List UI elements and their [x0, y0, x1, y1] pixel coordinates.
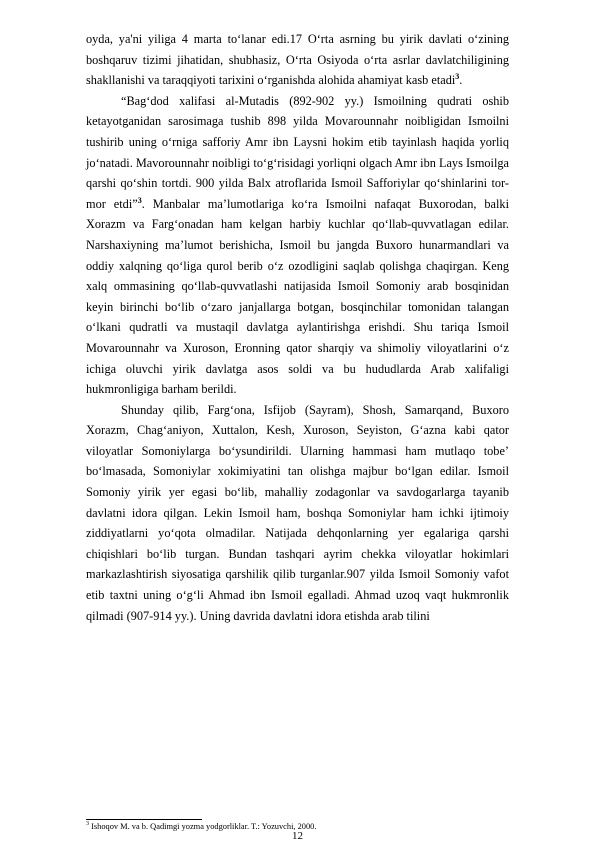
- paragraph-1: [86, 29, 509, 91]
- footnote-ref[interactable]: 3: [137, 195, 142, 205]
- document-body: [86, 29, 509, 626]
- paragraph-1-text: oyda, ya'ni yiliga 4 marta to‘lanar edi.17 O‘rta asrning bu yirik davlati o‘zining boshqaruv tizimi jihatidan, shubhasiz, O‘rta Osiyoda o‘rta asrlar davlatchiligining shakllanishi va taraqqiyoti tarixini o‘rganishda alohida ahamiyat kasb etadi: [86, 32, 509, 88]
- paragraph-3: [86, 400, 509, 627]
- paragraph-2-end: . Manbalar ma’lumotlariga ko‘ra Ismoilni nafaqat Buxorodan, balki Xorazm va Farg‘onadan ham kelgan harbiy kuchlar qo‘llab-quvvatlagan edilar. Narshaxiyning ma’lumot berishicha, Ismoil bu jangda Buxoro hunarmandlari va oddiy xalqning qo‘liga qurol berib o‘z ozodligini saqlab qolishga chaqirgan. Keng xalq ommasining qo‘llab-quvvatlashi natijasida Ismoil Somoniy arab bosqinidan keyin birinchi bo‘lib o‘zaro janjallarga botgan, bosqinchilar tomonidan talangan o‘lkani qudratli va mustaqil davlatga aylantirishga erishdi. Shu tariqa Ismoil Movarounnahr va Xuroson, Eronning qator sharqiy va shimoliy viloyatlarini o‘z ichiga oluvchi yirik davlatga asos soldi va bu hududlarda Arab xalifaligi hukmronligiga barham berildi.: [86, 196, 510, 397]
- footnote-ref[interactable]: 3: [455, 72, 460, 82]
- paragraph-2-text: “Bag‘dod xalifasi al-Mutadis (892-902 yy.) Ismoilning qudrati oshib ketayotganidan sarosimaga tushib 898 yilda Movarounnahr noibligidan Ismoilni tushirib uning o‘rniga safforiy Amr ibn Laysni hokim etib tayinlash haqida yorliq jo‘natadi. Mavorounnahr noibligi to‘g‘risidagi yorliqni olgach Amr ibn Lays Ismoilga qarshi qo‘shin tortdi. 900 yilda Balx atroflarida Ismoil Safforiylar qo‘shinlarini tor-mor etdi”: [86, 93, 509, 211]
- footnote-text: Ishoqov M. va b. Qadimgi yozma yodgorliklar. T.: Yozuvchi, 2000.: [89, 822, 317, 831]
- page-number: 12: [292, 830, 303, 842]
- paragraph-3-text: Shunday qilib, Farg‘ona, Isfijob (Sayram), Shosh, Samarqand, Buxoro Xorazm, Chag‘aniyon, Xuttalon, Kesh, Xuroson, Seyiston, G‘azna kabi qator viloyatlar Somoniylarga bo‘ysundirildi. Ularning hammasi ham mutlaqo tobe’ bo‘lmasada, Somoniylar xokimiyatini tan olishga majbur bo‘lgan edilar. Ismoil Somoniy yirik yer egasi bo‘lib, mahalliy zodagonlar va savdogarlarga tayanib davlatni idora qilgan. Lekin Ismoil ham, boshqa Somoniylar ham ichki ijtimoiy ziddiyatlarni yo‘qota olmadilar. Natijada dehqonlarning yer egalariga qarshi chiqishlari bo‘lib turgan. Bundan tashqari ayrim chekka viloyatlar hokimlari markazlashtirish siyosatiga qarshilik qilib turganlar.907 yilda Ismoil Somoniy vafot etib taxtni uning o‘g‘li Ahmad ibn Ismoil egalladi. Ahmad uzoq vaqt hukmronlik qilmadi (907-914 yy.). Uning davrida davlatni idora etishda arab tilini: [86, 402, 509, 623]
- footnote-marker: 3: [86, 821, 89, 828]
- footnote-divider: [86, 819, 202, 820]
- paragraph-1-end: .: [459, 73, 463, 88]
- paragraph-2: [86, 91, 509, 400]
